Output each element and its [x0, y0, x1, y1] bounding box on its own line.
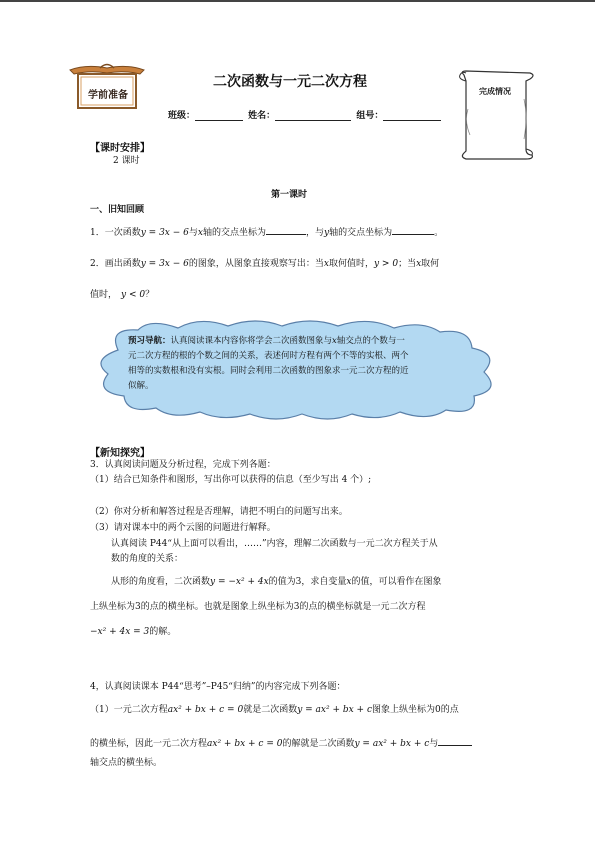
- review-heading: 一、旧知回顾: [90, 205, 145, 215]
- scroll-label: 完成情况: [479, 87, 511, 96]
- question-2-line-2: 值时， y < 0？: [90, 290, 155, 300]
- name-input[interactable]: [275, 110, 351, 121]
- schedule-value: 2 课时: [113, 156, 140, 166]
- class-label: 班级：: [168, 111, 196, 121]
- paragraph-shape-view-2: 上纵坐标为3的点的横坐标。也就是图象上纵坐标为3的点的横坐标就是一元二次方程: [90, 602, 426, 612]
- group-label: 组号：: [356, 111, 384, 121]
- page-title: 二次函数与一元二次方程: [213, 74, 367, 90]
- stamp-label: 学前准备: [88, 90, 128, 101]
- answer-blank-axis[interactable]: [438, 736, 472, 746]
- class-input[interactable]: [195, 110, 243, 121]
- lesson-heading: 第一课时: [271, 190, 308, 200]
- question-4-1-line-3: 轴交点的横坐标。: [90, 758, 163, 768]
- question-3-2: （2）你对分析和解答过程是否理解，请把不明白的问题写出来。: [90, 507, 348, 517]
- question-4: 4，认真阅读课本 P44“思考”–P45“归纳”的内容完成下列各题：: [90, 682, 346, 692]
- schedule-heading: 【课时安排】: [90, 143, 150, 154]
- question-1: 1．一次函数y = 3x − 6与x轴的交点坐标为 ，与y轴的交点坐标为 。: [90, 225, 443, 239]
- question-4-1-line-2: 的横坐标，因此一元二次方程ax² + bx + c = 0的解就是二次函数y = ax² + bx + c与: [90, 736, 472, 750]
- study-prep-stamp: [66, 62, 148, 110]
- question-3-1: （1）结合已知条件和图形，写出你可以获得的信息（至少写出 4 个）;: [90, 475, 372, 485]
- top-rule: [0, 0, 595, 2]
- answer-blank-y-intercept[interactable]: [392, 225, 434, 235]
- answer-blank-x-intercept[interactable]: [266, 225, 306, 235]
- scroll-frame-icon: [454, 69, 538, 161]
- explore-heading: 【新知探究】: [90, 448, 150, 459]
- question-3: 3．认真阅读问题及分析过程，完成下列各题：: [90, 460, 276, 470]
- student-info-fields: [168, 108, 441, 121]
- paragraph-shape-view: 从形的角度看，二次函数y = −x² + 4x的值为3，求自变量x的值，可以看作在图象: [111, 577, 442, 587]
- question-3-3: （3）请对课本中的两个云图的问题进行解释。: [90, 523, 276, 533]
- group-input[interactable]: [383, 110, 441, 121]
- completion-scroll: [454, 69, 538, 161]
- preview-label: 预习导航：: [128, 336, 171, 346]
- question-4-1: （1）一元二次方程ax² + bx + c = 0就是二次函数y = ax² + bx + c图象上纵坐标为0的点: [90, 705, 459, 715]
- paragraph-number-view-2: 数的角度的关系：: [111, 554, 184, 564]
- paragraph-number-view: 认真阅读 P44“从上面可以看出，……”内容，理解二次函数与一元二次方程关于从: [111, 539, 438, 549]
- name-label: 姓名：: [248, 111, 276, 121]
- preview-text: 预习导航：认真阅读课本内容你将学会二次函数图象与x轴交点的个数与一 元二次方程的根的个数之间的关系，表述何时方程有两个不等的实根、两个 相等的实数根和没有实根。同时会利用二次函数的图象求一元二次方程的近 似解。: [128, 336, 409, 391]
- question-2: 2．画出函数y = 3x − 6的图象，从图象直接观察写出：当x取何值时，y > 0；当x取何: [90, 259, 440, 269]
- paragraph-shape-view-3: −x² + 4x = 3的解。: [90, 627, 177, 637]
- preview-cloud: [88, 320, 508, 420]
